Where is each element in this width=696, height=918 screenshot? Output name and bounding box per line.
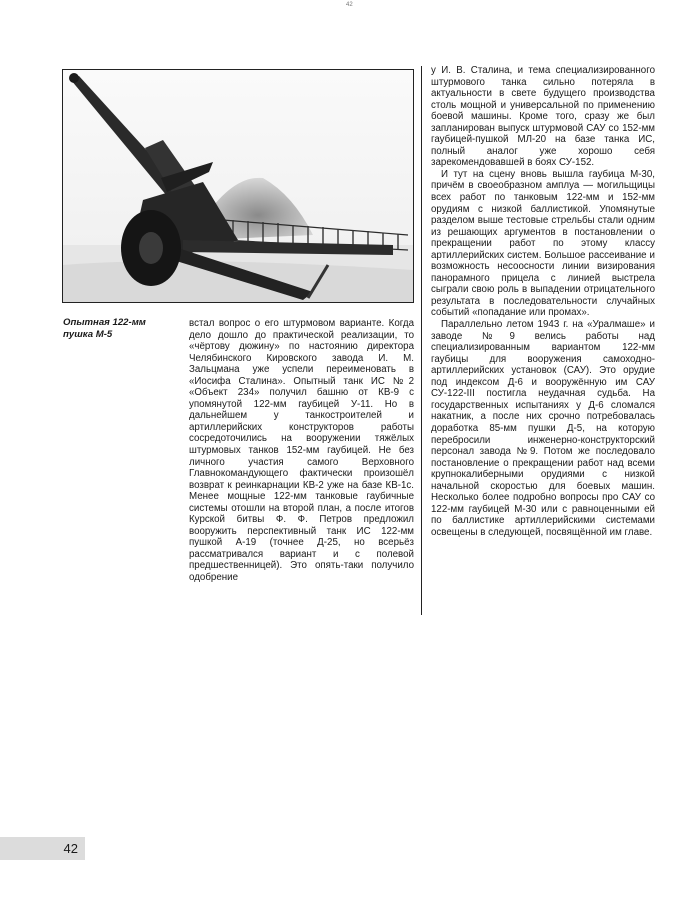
page-number-band — [0, 837, 85, 860]
m5-gun-photo — [62, 69, 414, 303]
page-number: 42 — [63, 841, 78, 856]
figure-caption: Опытная 122-мм пушка М-5 — [63, 317, 146, 340]
paragraph: встал вопрос о его штурмовом варианте. Когда дело дошло до практической реализации, то «чёртову дюжину» по настоянию директора Челябинского Кировского завода И. М. Зальцмана уже успели переименовать в «Иосифа Сталина». Опытный танк ИС №2 «Объект 234» получил башню от КВ-9 с упомянутой 122-мм гаубицей У-11. Но в дальнейшем у танкостроителей и артиллерийских конструкторов работы сосредоточились на вооружении тяжёлых штурмовых танков 152-мм гаубицей. Не без личного участия самого Верховного Главнокомандующего фактически произошёл возврат к реинкарнации КВ-2 уже на базе КВ-1с. Менее мощные 122-мм танковые гаубичные системы отошли на второй план, а после итогов Курской битвы Ф. Ф. Петров предложил вооружить перспективный танк ИС 122-мм пушкой А-19 (точнее Д-25, но всерьёз рассматривался вариант и с полевой предшественницей). Это опять-таки получило одобрение — [189, 318, 414, 584]
right-text-column — [431, 65, 655, 538]
paragraph: у И. В. Сталина, и тема специализированного штурмового танка сильно потеряла в актуальности в свете будущего производства столь мощной и универсальной по применению боевой машины. Кроме того, сразу же был запланирован выпуск штурмовой САУ со 152-мм гаубицей-пушкой МЛ-20 на базе танка ИС, полный аналог уже хорошо себя зарекомендовавшей в боях СУ-152. — [431, 65, 655, 169]
paragraph: И тут на сцену вновь вышла гаубица М-30, причём в своеобразном амплуа — могильщицы всех работ по танковым 122-мм и 152-мм орудиям с низкой баллистикой. Упомянутые разделом выше тестовые стрельбы стали одним из решающих аргументов в постановлении о прекращении работ по этому классу артиллерийских систем. Большое рассеивание и возможность несоосности линии визирования панорамного прицела с линией выстрела сыграли свою роль в выпадении отрицательного результата в последовательности случайных событий «попадание или промах». — [431, 168, 655, 319]
howitzer-photo-illustration — [63, 70, 413, 302]
column-divider — [421, 66, 422, 615]
paragraph: Параллельно летом 1943 г. на «Уралмаше» и заводе №9 велись работы над специализированным вариантом 122-мм гаубицы для вооружения самоходно-артиллерийских установок (САУ). Это орудие под индексом Д-6 и вооружённую им САУ СУ-122-III постигла неудачная судьба. На государственных испытаниях у Д-6 сломался накатник, а после них срочно потребовалась доработка 85-мм пушки Д-5, на которую перебросили инженерно-конструкторский персонал завода №9. Потом же последовало постановление о прекращении работ над всеми крупнокалиберными орудиями с низкой начальной скоростью для боевых машин. Несколько более подробно вопросы про САУ со 122-мм гаубицей М-30 или с равноценными ей по баллистике артиллерийскими системами освещены в следующей, посвящённой им главе. — [431, 319, 655, 538]
top-page-mark: 42 — [346, 2, 353, 8]
middle-text-column — [189, 318, 414, 584]
